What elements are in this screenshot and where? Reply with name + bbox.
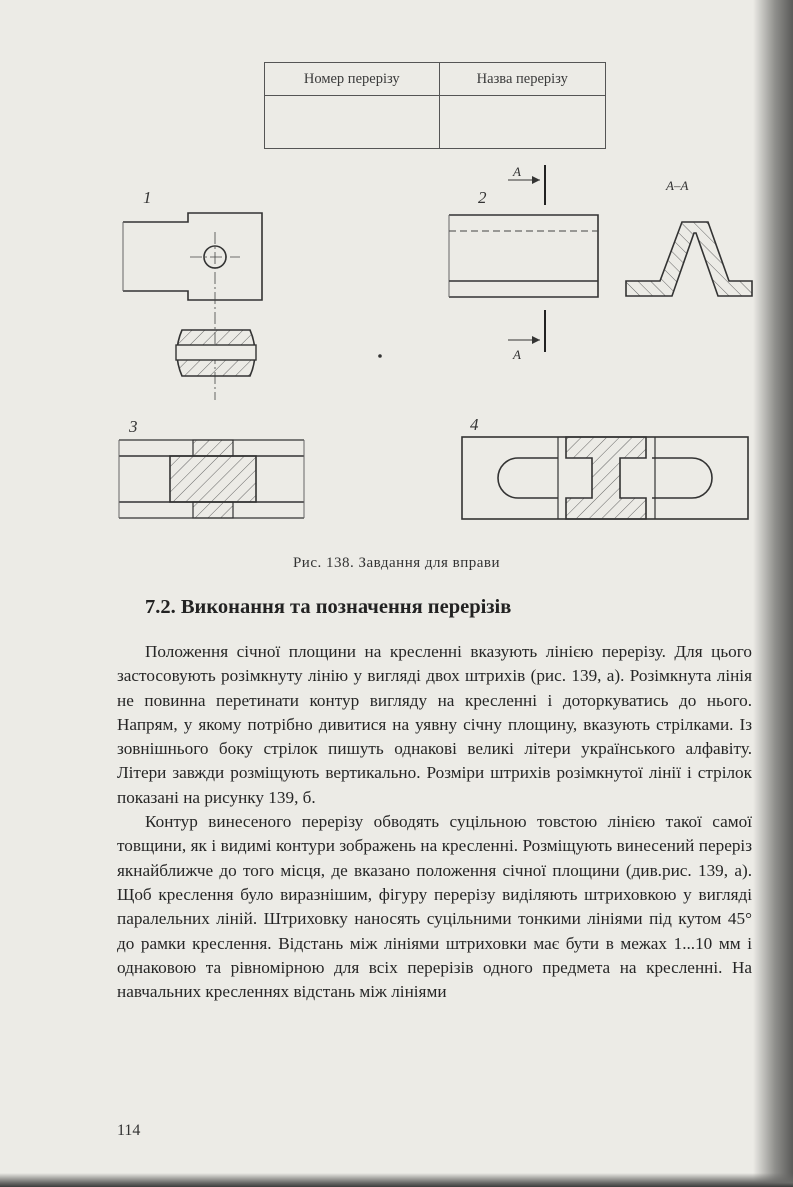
figure-caption: Рис. 138. Завдання для вправи <box>292 555 501 571</box>
drawing-3 <box>119 417 304 518</box>
exercise-figure <box>0 0 793 540</box>
cut-letter-top: A <box>513 164 521 179</box>
section-2-shape <box>626 222 752 296</box>
body-text <box>117 640 752 1004</box>
slot-right <box>652 458 712 498</box>
section-3-bottom <box>193 502 233 518</box>
cut-letter-bottom: A <box>513 347 521 362</box>
part-1-outline <box>123 213 262 300</box>
section-title: A–A <box>666 178 689 193</box>
table-header-number: Номер перерізу <box>265 63 440 96</box>
fig2-label: 2 <box>478 188 487 207</box>
fig4-label: 4 <box>470 415 479 434</box>
section-3-middle <box>170 456 256 502</box>
part-2-outline <box>449 215 598 297</box>
drawing-1 <box>123 188 262 400</box>
arrow-bottom-head <box>532 336 540 344</box>
fig1-label: 1 <box>143 188 152 207</box>
dot-mark <box>378 354 382 358</box>
section-1-hole <box>176 345 256 360</box>
page-number: 114 <box>117 1122 141 1139</box>
table-header-name: Назва перерізу <box>439 63 605 96</box>
fig3-label: 3 <box>129 417 138 436</box>
section-4-shape <box>566 437 646 519</box>
section-3-top <box>193 440 233 456</box>
slot-left <box>498 458 558 498</box>
page-bottom-edge <box>0 1173 793 1187</box>
drawing-2 <box>378 164 752 362</box>
paragraph: Положення січної площини на кресленні вказують лінією перерізу. Для цього застосовують розімкнуту лінію у вигляді двох штрихів (рис. 139, а). Розімкнута лінія не повинна перетинати контур вигляду на кресленні і доторкуватись до нього. Напрям, у якому потрібно дивитися на уявну січну площину, вказують стрілками. Із зовнішнього боку стрілок пишуть однакові великі літери українського алфавіту. Літери завжди розміщують вертикально. Розміри штрихів розімкнутої лінії і стрілок показані на рисунку 139, б. <box>117 642 752 807</box>
arrow-top-head <box>532 176 540 184</box>
paragraph: Контур винесеного перерізу обводять суцільною товстою лінією такої самої товщини, як і видимі контури зображень на кресленні. Розміщують винесений переріз якнайближче до того місця, де вказано положення січної площини (див.рис. 139, а). Щоб креслення було виразнішим, фігуру перерізу виділяють штриховкою у вигляді паралельних ліній. Штриховку наносять суцільними тонкими лініями під кутом 45° до рамки креслення. Відстань між лініями штриховки має бути в межах 1...10 мм і однаковою та рівномірною для всіх перерізів одного предмета на кресленні. На навчальних кресленнях відстань між лініями <box>117 812 752 1002</box>
section-heading: 7.2. Виконання та позначення перерізів <box>145 596 512 618</box>
drawing-4 <box>462 415 748 519</box>
